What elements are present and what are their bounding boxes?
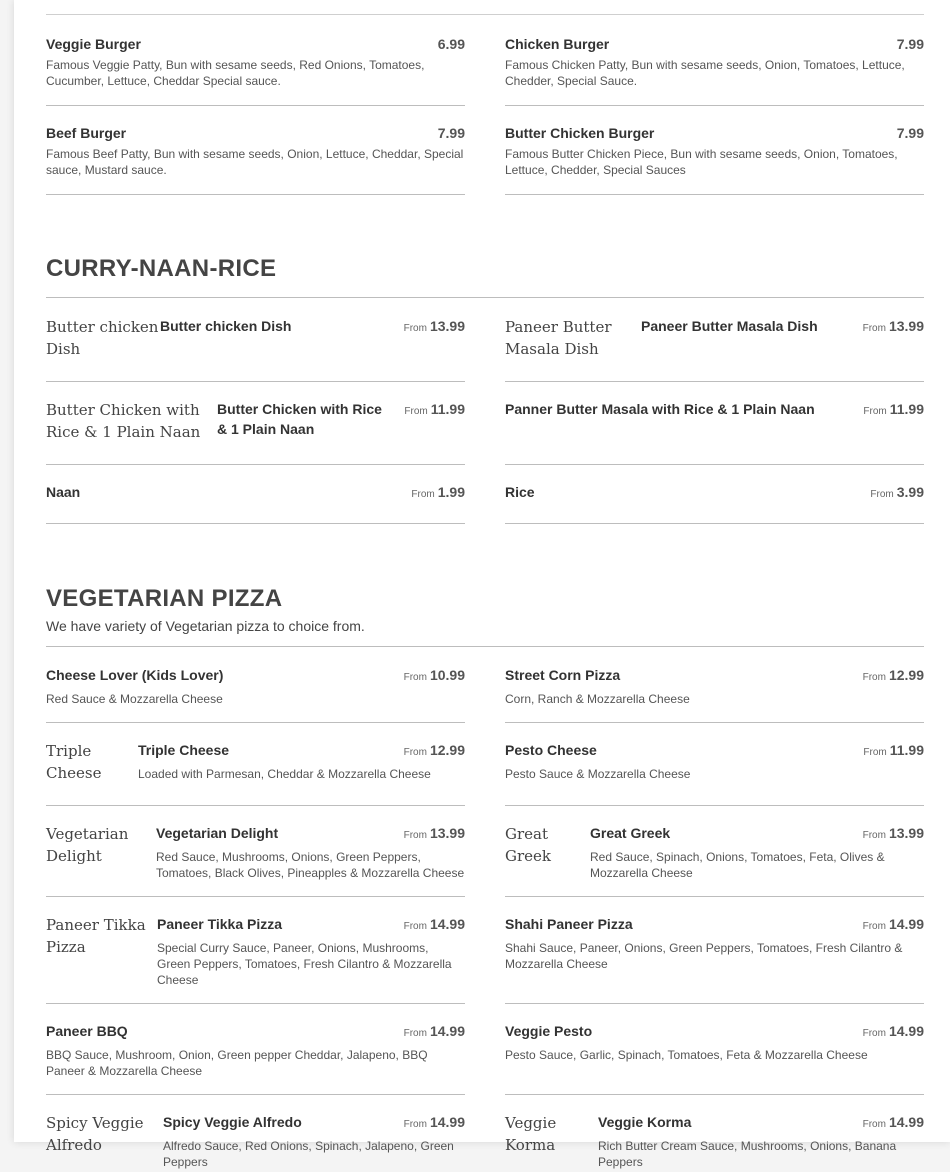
item-price: From 14.99 — [403, 916, 465, 932]
item-image: Great Greek — [505, 825, 551, 865]
item-price: From 1.99 — [411, 484, 465, 500]
item-description: Loaded with Parmesan, Cheddar & Mozzarella Cheese — [138, 767, 431, 781]
item-description: Corn, Ranch & Mozzarella Cheese — [505, 692, 690, 706]
item-name: Veggie Korma — [598, 1114, 692, 1130]
item-name: Veggie Burger — [46, 36, 141, 52]
section-title: CURRY-NAAN-RICE — [46, 255, 277, 282]
item-name: Beef Burger — [46, 125, 127, 141]
item-price: From 13.99 — [403, 825, 465, 841]
menu-item[interactable] — [505, 482, 924, 524]
section-title: VEGETARIAN PIZZA — [46, 585, 283, 612]
menu-item[interactable] — [46, 1021, 465, 1095]
menu-item[interactable] — [46, 1112, 465, 1172]
menu-item[interactable] — [505, 665, 924, 723]
item-description: Alfredo Sauce, Red Onions, Spinach, Jalapeno, Green Peppers — [163, 1139, 454, 1169]
item-price: 7.99 — [896, 36, 924, 52]
item-price: 6.99 — [437, 36, 465, 52]
menu-item[interactable] — [46, 914, 465, 1004]
item-name: Pesto Cheese — [505, 742, 597, 758]
item-description: Pesto Sauce, Garlic, Spinach, Tomatoes, Feta & Mozzarella Cheese — [505, 1048, 868, 1062]
menu-item[interactable] — [505, 399, 924, 465]
section-subtitle: We have variety of Vegetarian pizza to choice from. — [46, 618, 365, 634]
item-image: Spicy Veggie Alfredo — [46, 1114, 144, 1154]
menu-panel — [14, 0, 950, 1169]
menu-item[interactable] — [505, 1021, 924, 1095]
item-name: Butter chicken Dish — [160, 318, 292, 334]
menu-item[interactable] — [46, 740, 465, 806]
menu-item[interactable] — [505, 823, 924, 897]
item-description: Red Sauce & Mozzarella Cheese — [46, 692, 223, 706]
item-image: Butter Chicken with Rice & 1 Plain Naan — [46, 401, 201, 441]
menu-item[interactable] — [505, 123, 924, 195]
divider — [46, 14, 924, 15]
item-price: From 14.99 — [403, 1114, 465, 1130]
item-price: From 13.99 — [862, 318, 924, 334]
item-image: Veggie Korma — [505, 1114, 557, 1154]
item-image: Triple Cheese — [46, 742, 102, 782]
item-price: From 14.99 — [862, 916, 924, 932]
item-price: 7.99 — [437, 125, 465, 141]
item-image: Paneer Butter Masala Dish — [505, 318, 612, 358]
item-price: From 14.99 — [403, 1023, 465, 1039]
item-description: Red Sauce, Mushrooms, Onions, Green Peppers, Tomatoes, Black Olives, Pineapples & Mozzarella Cheese — [156, 850, 465, 880]
item-name: Veggie Pesto — [505, 1023, 593, 1039]
item-image: Paneer Tikka Pizza — [46, 916, 146, 956]
item-name: Naan — [46, 484, 81, 500]
item-price: From 13.99 — [862, 825, 924, 841]
item-name: Panner Butter Masala with Rice & 1 Plain Naan — [505, 401, 815, 417]
item-name: Paneer BBQ — [46, 1023, 128, 1039]
item-price: From 12.99 — [403, 742, 465, 758]
menu-item[interactable] — [46, 316, 465, 382]
item-name: Chicken Burger — [505, 36, 610, 52]
item-description: Special Curry Sauce, Paneer, Onions, Mushrooms, Green Peppers, Tomatoes, Fresh Cilantro & Mozzarella Cheese — [157, 941, 452, 987]
item-description: Red Sauce, Spinach, Onions, Tomatoes, Feta, Olives & Mozzarella Cheese — [590, 850, 885, 880]
menu-item[interactable] — [505, 316, 924, 382]
item-price: From 13.99 — [403, 318, 465, 334]
menu-item[interactable] — [46, 482, 465, 524]
section-divider — [46, 646, 924, 647]
item-price: From 11.99 — [863, 742, 924, 758]
item-name: Rice — [505, 484, 535, 500]
item-price: From 11.99 — [863, 401, 924, 417]
menu-item[interactable] — [46, 823, 465, 897]
item-name: Shahi Paneer Pizza — [505, 916, 633, 932]
item-name: Paneer Butter Masala Dish — [641, 318, 818, 334]
item-description: Famous Veggie Patty, Bun with sesame seeds, Red Onions, Tomatoes, Cucumber, Lettuce, Cheddar Special sauce. — [46, 58, 425, 88]
item-description: Famous Butter Chicken Piece, Bun with sesame seeds, Onion, Tomatoes, Lettuce, Chedder, Special Sauces — [505, 147, 898, 177]
item-description: Shahi Sauce, Paneer, Onions, Green Peppers, Tomatoes, Fresh Cilantro & Mozzarella Cheese — [505, 941, 903, 971]
menu-item[interactable] — [46, 665, 465, 723]
item-price: From 14.99 — [862, 1023, 924, 1039]
item-name: Spicy Veggie Alfredo — [163, 1114, 302, 1130]
item-name: Paneer Tikka Pizza — [157, 916, 283, 932]
item-name: Great Greek — [590, 825, 671, 841]
item-image: Butter chicken Dish — [46, 318, 159, 358]
item-name: Street Corn Pizza — [505, 667, 621, 683]
menu-item[interactable] — [46, 34, 465, 106]
menu-item[interactable] — [46, 123, 465, 195]
item-name: Butter Chicken with Rice & 1 Plain Naan — [217, 401, 382, 437]
item-price: From 3.99 — [870, 484, 924, 500]
menu-item[interactable] — [505, 34, 924, 106]
item-name: Butter Chicken Burger — [505, 125, 655, 141]
item-price: From 14.99 — [862, 1114, 924, 1130]
item-description: BBQ Sauce, Mushroom, Onion, Green pepper Cheddar, Jalapeno, BBQ Paneer & Mozzarella Cheese — [46, 1048, 428, 1078]
item-name: Triple Cheese — [138, 742, 230, 758]
item-name: Vegetarian Delight — [156, 825, 279, 841]
item-description: Famous Chicken Patty, Bun with sesame seeds, Onion, Tomatoes, Lettuce, Chedder, Special Sauce. — [505, 58, 905, 88]
item-price: 7.99 — [896, 125, 924, 141]
item-description: Famous Beef Patty, Bun with sesame seeds, Onion, Lettuce, Cheddar, Special sauce, Mustard sauce. — [46, 147, 464, 177]
item-image: Vegetarian Delight — [46, 825, 129, 865]
menu-item[interactable] — [505, 914, 924, 1004]
item-description: Rich Butter Cream Sauce, Mushrooms, Onions, Banana Peppers — [598, 1139, 897, 1169]
menu-item[interactable] — [505, 1112, 924, 1172]
section-divider — [46, 297, 924, 298]
menu-item[interactable] — [505, 740, 924, 806]
menu-item[interactable] — [46, 399, 465, 465]
item-name: Cheese Lover (Kids Lover) — [46, 667, 224, 683]
item-description: Pesto Sauce & Mozzarella Cheese — [505, 767, 691, 781]
item-price: From 12.99 — [862, 667, 924, 683]
item-price: From 11.99 — [404, 401, 465, 417]
item-price: From 10.99 — [403, 667, 465, 683]
